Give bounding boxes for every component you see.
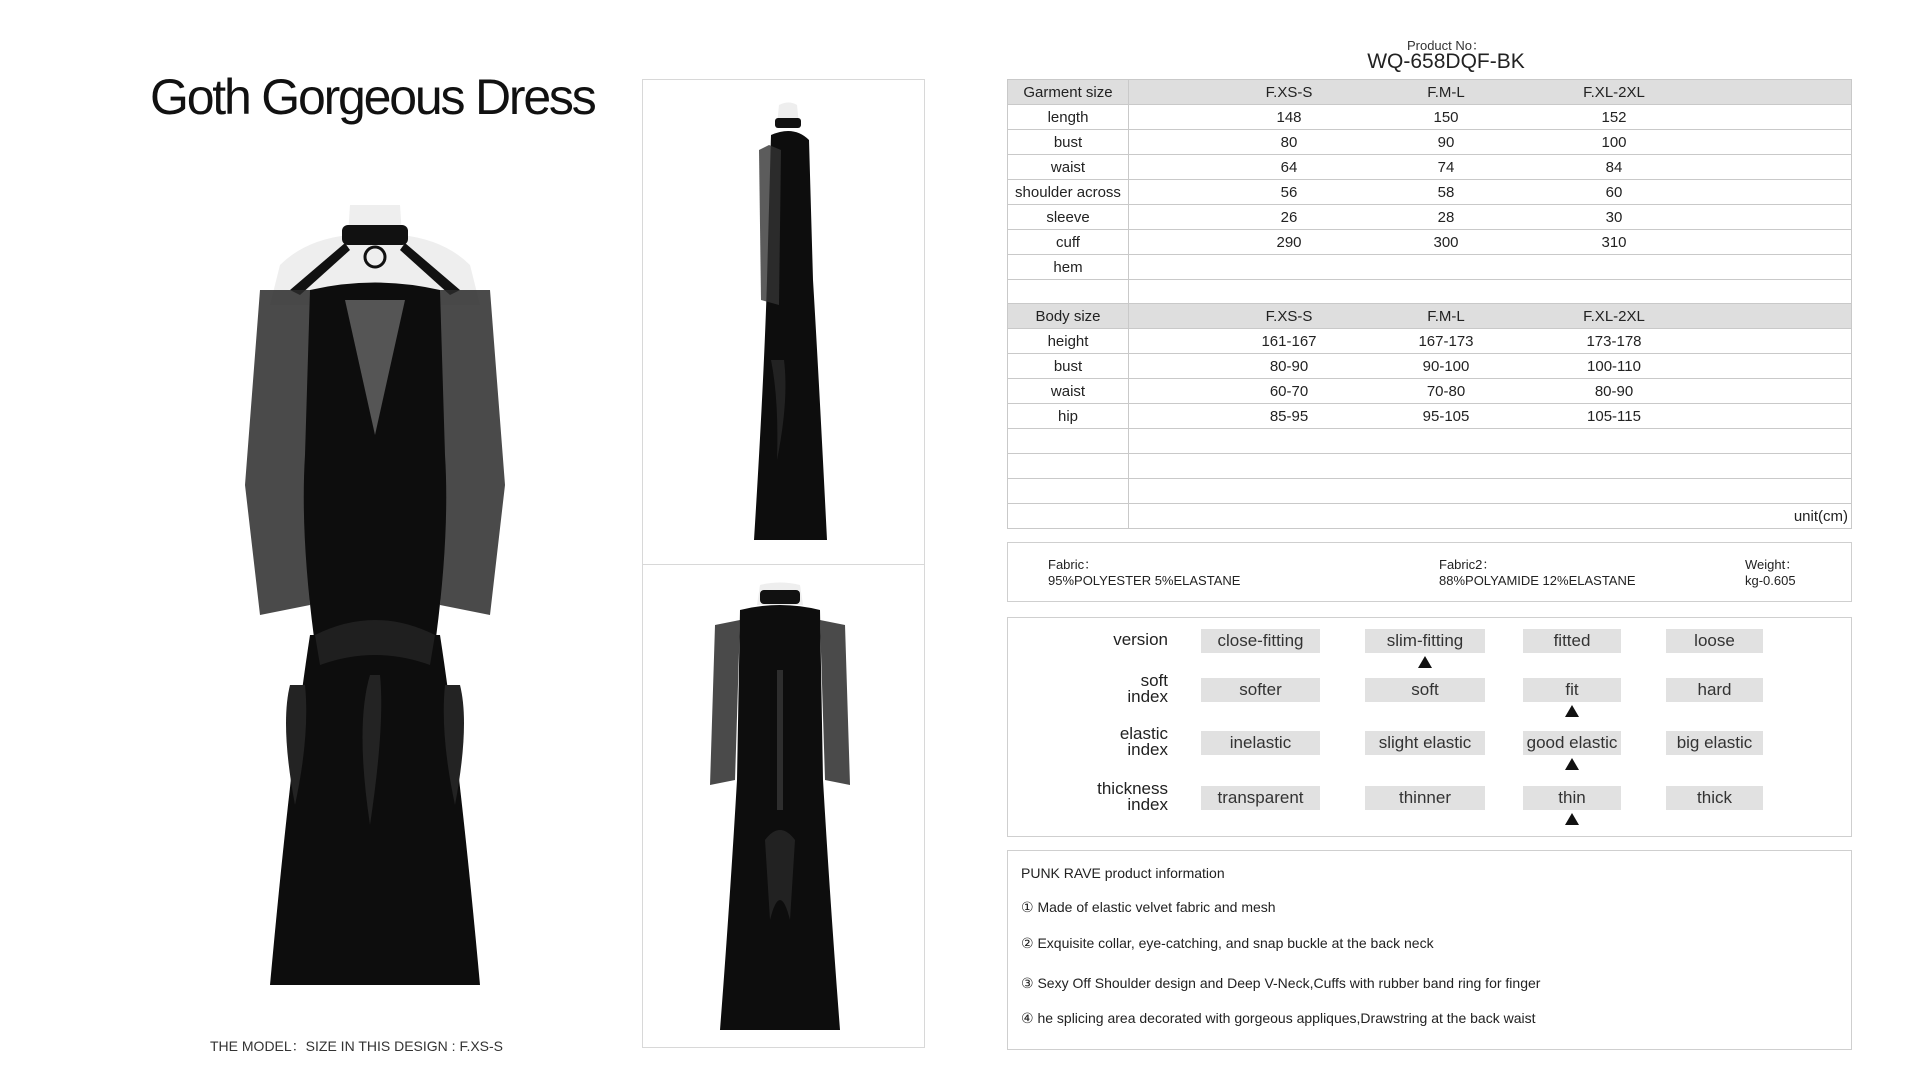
photo-divider: [643, 564, 924, 565]
table-row-empty: [1008, 429, 1852, 454]
soft-option-2: soft: [1365, 678, 1485, 702]
cell: 152: [1601, 109, 1627, 126]
elastic-option-1: inelastic: [1201, 731, 1320, 755]
thickness-option-2: thinner: [1365, 786, 1485, 810]
elastic-option-4: big elastic: [1666, 731, 1763, 755]
thickness-selected-arrow: [1565, 813, 1579, 825]
unit-label: unit(cm): [1793, 508, 1848, 525]
garment-header-size-3: F.XL-2XL: [1583, 84, 1645, 101]
thickness-option-1: transparent: [1201, 786, 1320, 810]
body-header-size-1: F.XS-S: [1265, 308, 1313, 325]
cell: 310: [1601, 234, 1627, 251]
thickness-index-label: [1038, 781, 1168, 813]
row-label: bust: [1008, 354, 1129, 379]
cell: 70-80: [1426, 383, 1466, 400]
cell: 30: [1605, 209, 1623, 226]
weight-label: Weight：: [1745, 557, 1799, 572]
cell: 80-90: [1594, 383, 1634, 400]
fabric2-value: 88%POLYAMIDE 12%ELASTANE: [1439, 573, 1636, 588]
info-item-4: ④ he splicing area decorated with gorgeous appliques,Drawstring at the back waist: [1021, 1010, 1536, 1026]
cell: 84: [1605, 159, 1623, 176]
product-no-value: WQ-658DQF-BK: [1367, 50, 1525, 73]
cell: 100: [1601, 134, 1627, 151]
back-view-image: [705, 580, 855, 1040]
version-label: version: [1113, 630, 1168, 649]
front-view-image: [230, 205, 520, 1025]
cell: 105-115: [1587, 408, 1641, 425]
fabric-1: [1048, 557, 1240, 589]
body-header-size-2: F.M-L: [1427, 308, 1465, 325]
cell: 64: [1280, 159, 1298, 176]
table-row: [1008, 180, 1852, 205]
cell: 60-70: [1269, 383, 1309, 400]
cell: 74: [1437, 159, 1455, 176]
version-selected-arrow: [1418, 656, 1432, 668]
thickness-option-4: thick: [1666, 786, 1763, 810]
product-info-panel: [1007, 850, 1852, 1050]
garment-header-size-2: F.M-L: [1427, 84, 1465, 101]
weight-value: kg-0.605: [1745, 573, 1796, 588]
soft-selected-arrow: [1565, 705, 1579, 717]
row-label: sleeve: [1008, 205, 1129, 230]
cell: 28: [1437, 209, 1455, 226]
cell: 80: [1280, 134, 1298, 151]
table-row: [1008, 404, 1852, 429]
row-label: waist: [1008, 155, 1129, 180]
cell: 26: [1280, 209, 1298, 226]
photo-panel: [642, 79, 925, 1048]
version-option-3: fitted: [1523, 629, 1621, 653]
version-option-4: loose: [1666, 629, 1763, 653]
fit-index-panel: [1007, 617, 1852, 837]
table-row: [1008, 255, 1852, 280]
cell: 300: [1433, 234, 1459, 251]
cell: 148: [1276, 109, 1302, 126]
table-row: [1008, 230, 1852, 255]
cell: 90-100: [1422, 358, 1470, 375]
elastic-selected-arrow: [1565, 758, 1579, 770]
table-row-empty: [1008, 280, 1852, 305]
body-size-table: [1007, 303, 1852, 529]
table-row: [1008, 105, 1852, 130]
body-header-row: [1008, 304, 1852, 329]
row-label: length: [1008, 105, 1129, 130]
row-label: bust: [1008, 130, 1129, 155]
info-title: PUNK RAVE product information: [1021, 865, 1225, 881]
thickness-option-3: thin: [1523, 786, 1621, 810]
row-label: waist: [1008, 379, 1129, 404]
version-option-1: close-fitting: [1201, 629, 1320, 653]
thickness-label-1: thickness: [1097, 779, 1168, 798]
elastic-label-2: index: [1127, 740, 1168, 759]
table-row: [1008, 205, 1852, 230]
table-row: [1008, 130, 1852, 155]
fabric-panel: [1007, 542, 1852, 602]
cell: 58: [1437, 184, 1455, 201]
product-no-label: Product No：: [1406, 38, 1486, 53]
table-row-empty: [1008, 454, 1852, 479]
weight: [1745, 557, 1798, 589]
thickness-label-2: index: [1127, 795, 1168, 814]
info-item-3: ③ Sexy Off Shoulder design and Deep V-Neck,Cuffs with rubber band ring for finger: [1021, 975, 1541, 991]
model-size-note: THE MODEL：SIZE IN THIS DESIGN : F.XS-S: [210, 1038, 504, 1054]
table-row-unit: [1008, 504, 1852, 529]
soft-option-3: fit: [1523, 678, 1621, 702]
row-label: cuff: [1008, 230, 1129, 255]
row-label: shoulder across: [1008, 180, 1129, 205]
fabric2-label: Fabric2：: [1439, 557, 1496, 572]
cell: 95-105: [1422, 408, 1470, 425]
cell: 167-173: [1418, 333, 1474, 350]
row-label: hip: [1008, 404, 1129, 429]
soft-option-4: hard: [1666, 678, 1763, 702]
garment-header-label: Garment size: [1008, 80, 1129, 105]
garment-header-row: [1008, 80, 1852, 105]
elastic-option-3: good elastic: [1523, 731, 1621, 755]
cell: 60: [1605, 184, 1623, 201]
elastic-label-1: elastic: [1119, 724, 1168, 743]
garment-size-table: [1007, 79, 1852, 305]
cell: 85-95: [1269, 408, 1309, 425]
row-label: hem: [1008, 255, 1129, 280]
info-item-1: ① Made of elastic velvet fabric and mesh: [1021, 899, 1276, 915]
elastic-index-label: [1038, 726, 1168, 758]
body-header-size-3: F.XL-2XL: [1583, 308, 1645, 325]
cell: 150: [1433, 109, 1459, 126]
fabric-label: Fabric：: [1048, 557, 1098, 572]
cell: 100-110: [1587, 358, 1641, 375]
table-row: [1008, 329, 1852, 354]
fabric-2: [1439, 557, 1636, 589]
cell: 90: [1437, 134, 1455, 151]
product-title: Goth Gorgeous Dress: [150, 69, 595, 125]
cell: 290: [1276, 234, 1302, 251]
table-row: [1008, 354, 1852, 379]
table-row: [1008, 155, 1852, 180]
cell: 56: [1280, 184, 1298, 201]
version-option-2: slim-fitting: [1365, 629, 1485, 653]
garment-header-size-1: F.XS-S: [1265, 84, 1313, 101]
table-row: [1008, 379, 1852, 404]
soft-index-label: [1038, 673, 1168, 705]
info-item-2: ② Exquisite collar, eye-catching, and snap buckle at the back neck: [1021, 935, 1434, 951]
cell: 80-90: [1269, 358, 1309, 375]
soft-label-1: soft: [1140, 671, 1168, 690]
soft-option-1: softer: [1201, 678, 1320, 702]
table-row-empty: [1008, 479, 1852, 504]
row-label: height: [1008, 329, 1129, 354]
fabric-value: 95%POLYESTER 5%ELASTANE: [1048, 573, 1241, 588]
side-view-image: [709, 100, 849, 550]
soft-label-2: index: [1127, 687, 1168, 706]
cell: 173-178: [1586, 333, 1642, 350]
body-header-label: Body size: [1008, 304, 1129, 329]
cell: 161-167: [1261, 333, 1317, 350]
elastic-option-2: slight elastic: [1365, 731, 1485, 755]
